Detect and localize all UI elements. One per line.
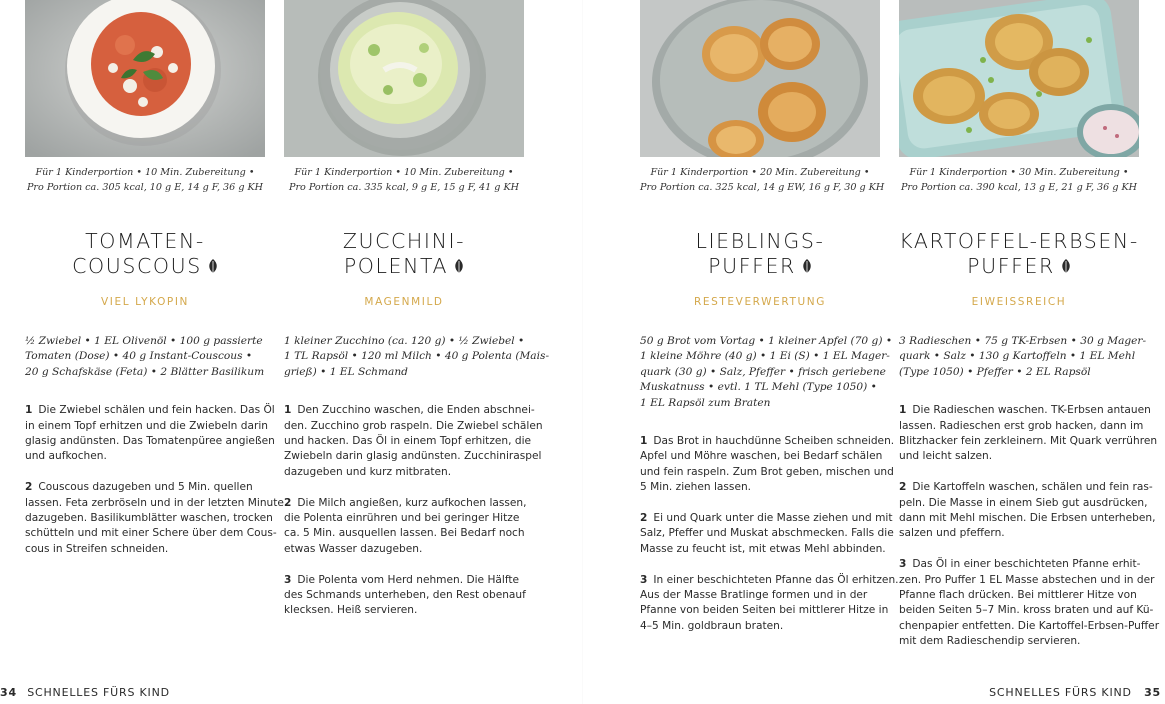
instruction-step <box>640 434 895 496</box>
ingredient-line: Muskatnuss • evtl. 1 TL Mehl (Type 1050) • <box>640 381 877 394</box>
recipe-title-line-1: LIEBLINGS- <box>695 229 825 253</box>
step-text: zen. Pro Puffer 1 EL Masse abstechen und in der <box>899 573 1155 586</box>
recipe-column-tomaten-couscous <box>25 0 284 573</box>
recipe-title-line-2: PUFFER <box>708 254 796 278</box>
step-text: Aus der Masse Bratlinge formen und in der <box>640 589 868 602</box>
step-number: 3 <box>284 573 292 586</box>
left-page-footer <box>0 686 170 699</box>
ingredient-line: 1 kleine Möhre (40 g) • 1 Ei (S) • 1 EL Mager- <box>640 350 890 363</box>
step-text: salzen und pfeffern. <box>899 527 1005 540</box>
step-text: lassen. Feta zerbröseln und in der letzten Minute <box>25 496 284 509</box>
step-text: 4–5 Min. goldbraun braten. <box>640 619 784 632</box>
ingredient-line: 3 Radieschen • 75 g TK-Erbsen • 30 g Mager- <box>899 335 1147 347</box>
step-text: Apfel und Möhre waschen, bei Bedarf schälen <box>640 450 883 463</box>
instruction-steps <box>640 434 899 634</box>
step-text: beiden Seiten 5–7 Min. kross braten und auf Kü- <box>899 604 1154 617</box>
ingredient-line: 1 kleiner Zucchino (ca. 120 g) • ½ Zwiebel • <box>284 335 525 347</box>
recipe-benefit-tag: RESTEVERWERTUNG <box>694 296 826 308</box>
recipe-photo <box>640 0 880 157</box>
step-text: dann mit Mehl mischen. Die Erbsen unterheben, <box>899 512 1156 525</box>
ingredient-line: 20 g Schafskäse (Feta) • 2 Blätter Basilikum <box>25 365 265 378</box>
step-number: 2 <box>899 481 907 494</box>
recipe-photo <box>899 0 1139 157</box>
step-text: und fein raspeln. Zum Brot geben, mischen und <box>640 465 894 478</box>
recipe-photo <box>25 0 265 157</box>
recipe-title-line-1: ZUCCHINI- <box>342 229 466 253</box>
meta-nutrition-info: Pro Portion ca. 305 kcal, 10 g E, 14 g F, 36 g KH <box>26 182 264 193</box>
instruction-step <box>899 557 1160 649</box>
ingredient-list <box>284 334 550 380</box>
meta-prep-info: Für 1 Kinderportion • 10 Min. Zubereitung • <box>294 167 514 178</box>
meta-nutrition-info: Pro Portion ca. 325 kcal, 14 g EW, 16 g F, 30 g KH <box>640 182 885 193</box>
ingredient-list <box>640 334 893 411</box>
ingredient-line: quark • Salz • 130 g Kartoffeln • 1 EL Mehl <box>899 350 1136 363</box>
instruction-step <box>899 480 1156 542</box>
step-text: 5 Min. ziehen lassen. <box>640 481 752 494</box>
instruction-step <box>25 480 284 557</box>
section-title: SCHNELLES FÜRS KIND <box>27 686 170 699</box>
step-text: dazugeben. Basilikumblätter waschen, trocken <box>25 512 273 525</box>
recipe-benefit-tag: MAGENMILD <box>364 296 444 308</box>
step-number: 1 <box>899 404 907 417</box>
step-text: chenpapier entfetten. Die Kartoffel-Erbsen-Puffer <box>899 619 1160 632</box>
ingredient-line: 50 g Brot vom Vortag • 1 kleiner Apfel (70 g) • <box>640 335 893 347</box>
ingredient-list <box>25 334 265 380</box>
leaf-icon <box>1061 256 1071 281</box>
recipe-meta <box>640 165 885 195</box>
meta-nutrition-info: Pro Portion ca. 335 kcal, 9 g E, 15 g F, 41 g KH <box>289 182 519 193</box>
step-text: ca. 5 Min. ausquellen lassen. Bei Bedarf noch <box>284 527 525 540</box>
step-number: 2 <box>284 496 292 509</box>
recipe-title-line-1: KARTOFFEL-ERBSEN- <box>899 229 1139 253</box>
step-text: In einer beschichteten Pfanne das Öl erhitzen. <box>653 573 899 586</box>
recipe-photo <box>284 0 524 157</box>
step-text: und hacken. Das Öl in einem Topf erhitzen, die <box>284 435 532 448</box>
ingredient-line: quark (30 g) • Salz, Pfeffer • frisch geriebene <box>640 365 886 378</box>
step-text: glasig andünsten. Das Tomatenpüree angießen <box>25 435 275 448</box>
step-text: etwas Wasser dazugeben. <box>284 542 423 555</box>
right-page-footer <box>989 686 1161 699</box>
ingredient-line: Tomaten (Dose) • 40 g Instant-Couscous • <box>25 350 253 363</box>
step-text: peln. Die Masse in einem Sieb gut ausdrücken, <box>899 496 1148 509</box>
instruction-steps <box>25 403 284 557</box>
recipe-column-zucchini-polenta <box>284 0 550 634</box>
step-text: Salz, Pfeffer und Muskat abschmecken. Falls die <box>640 527 894 540</box>
section-title: SCHNELLES FÜRS KIND <box>989 686 1132 699</box>
step-text: cous in Streifen schneiden. <box>25 542 169 555</box>
step-text: schütteln und mit einer Schere über dem Cous- <box>25 527 277 540</box>
recipe-title-line-2: COUSCOUS <box>72 254 202 278</box>
step-number: 1 <box>25 404 33 417</box>
recipe-title <box>640 229 880 279</box>
step-number: 1 <box>640 435 648 448</box>
step-text: Den Zucchino waschen, die Enden abschnei- <box>297 404 535 417</box>
step-text: dazugeben und kurz mitbraten. <box>284 465 452 478</box>
ingredient-line: 1 EL Rapsöl zum Braten <box>640 396 771 409</box>
instruction-step <box>284 403 543 480</box>
step-number: 2 <box>640 512 648 525</box>
step-text: Die Radieschen waschen. TK-Erbsen antauen <box>912 404 1151 417</box>
step-text: Pfanne von beiden Seiten bei mittlerer Hitze in <box>640 604 889 617</box>
page-number: 35 <box>1144 686 1161 699</box>
step-text: lassen. Radieschen erst grob hacken, dann im <box>899 419 1144 432</box>
instruction-step <box>25 403 275 465</box>
leaf-icon <box>802 256 812 281</box>
step-text: Das Öl in einer beschichteten Pfanne erhit- <box>912 558 1141 571</box>
step-text: Couscous dazugeben und 5 Min. quellen <box>38 481 253 494</box>
instruction-steps <box>899 403 1160 649</box>
step-number: 2 <box>25 481 33 494</box>
recipe-column-kartoffel-erbsen-puffer <box>899 0 1160 665</box>
ingredient-line: (Type 1050) • Pfeffer • 2 EL Rapsöl <box>899 365 1091 378</box>
step-text: Ei und Quark unter die Masse ziehen und mit <box>653 512 893 525</box>
step-number: 3 <box>899 558 907 571</box>
instruction-step <box>284 573 524 619</box>
step-text: und leicht salzen. <box>899 450 993 463</box>
instruction-step <box>640 511 894 557</box>
instruction-step <box>284 496 527 558</box>
meta-prep-info: Für 1 Kinderportion • 10 Min. Zubereitung • <box>35 167 255 178</box>
recipe-benefit-tag: VIEL LYKOPIN <box>100 296 190 308</box>
recipe-meta <box>899 165 1139 195</box>
step-text: Das Brot in hauchdünne Scheiben schneiden. <box>653 435 895 448</box>
step-text: Die Polenta vom Herd nehmen. Die Hälfte <box>297 573 520 586</box>
ingredient-list <box>899 334 1147 380</box>
recipe-title <box>25 229 265 279</box>
step-text: Blitzhacker fein zerkleinern. Mit Quark verrühren <box>899 435 1158 448</box>
instruction-steps <box>284 403 543 619</box>
recipe-title-line-2: PUFFER <box>967 254 1055 278</box>
step-text: Zwiebeln darin glasig andünsten. Zucchiniraspel <box>284 450 542 463</box>
meta-prep-info: Für 1 Kinderportion • 20 Min. Zubereitung • <box>650 167 870 178</box>
recipe-title-line-2: POLENTA <box>343 254 449 278</box>
recipe-title <box>899 229 1139 279</box>
step-text: Masse zu feucht ist, mit etwas Mehl abbinden. <box>640 542 886 555</box>
meta-nutrition-info: Pro Portion ca. 390 kcal, 13 g E, 21 g F, 36 g KH <box>900 182 1138 193</box>
instruction-step <box>640 573 899 635</box>
recipe-benefit-tag: EIWEISSREICH <box>971 296 1067 308</box>
recipe-title <box>284 229 524 279</box>
ingredient-line: grieß) • 1 EL Schmand <box>284 365 408 378</box>
step-text: Die Kartoffeln waschen, schälen und fein ras- <box>912 481 1153 494</box>
step-number: 1 <box>284 404 292 417</box>
leaf-icon <box>208 256 218 281</box>
ingredient-line: ½ Zwiebel • 1 EL Olivenöl • 100 g passierte <box>25 335 263 347</box>
ingredient-line: 1 TL Rapsöl • 120 ml Milch • 40 g Polenta (Mais- <box>284 350 550 363</box>
step-text: des Schmands unterheben, den Rest obenauf <box>284 589 526 602</box>
page-number: 34 <box>0 686 17 699</box>
step-text: Die Milch angießen, kurz aufkochen lassen, <box>297 496 527 509</box>
recipe-column-lieblings-puffer <box>640 0 899 650</box>
book-gutter <box>582 0 583 704</box>
recipe-title-line-1: TOMATEN- <box>85 229 205 253</box>
step-text: und aufkochen. <box>25 450 107 463</box>
step-number: 3 <box>640 573 648 586</box>
recipe-meta <box>284 165 524 195</box>
instruction-step <box>899 403 1158 465</box>
step-text: mit dem Radieschendip servieren. <box>899 635 1081 648</box>
meta-prep-info: Für 1 Kinderportion • 30 Min. Zubereitung • <box>909 167 1129 178</box>
step-text: den. Zucchino grob raspeln. Die Zwiebel schälen <box>284 419 543 432</box>
leaf-icon <box>454 256 464 281</box>
recipe-meta <box>25 165 265 195</box>
step-text: Die Zwiebel schälen und fein hacken. Das Öl <box>38 404 275 417</box>
step-text: in einem Topf erhitzen und die Zwiebeln darin <box>25 419 268 432</box>
step-text: Pfanne flach drücken. Bei mittlerer Hitze von <box>899 589 1137 602</box>
step-text: die Polenta einrühren und bei geringer Hitze <box>284 512 520 525</box>
step-text: klecksen. Heiß servieren. <box>284 604 418 617</box>
